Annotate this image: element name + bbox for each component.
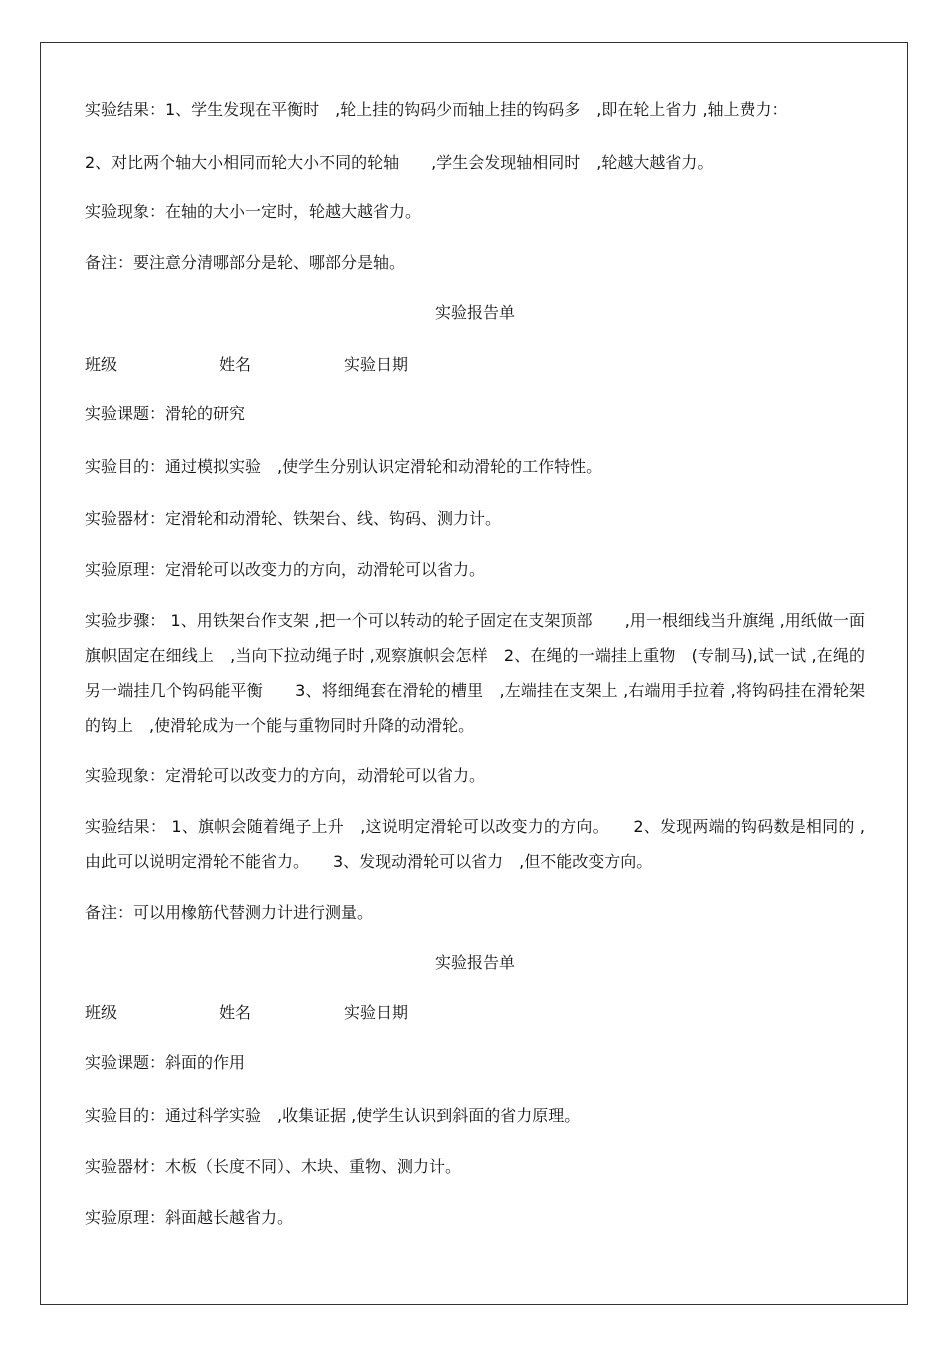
report1-result: 实验结果：1、学生发现在平衡时 ,轮上挂的钩码少而轴上挂的钩码多 ,即在轮上省力 ,轴上费力： <box>85 100 788 119</box>
class-label: 班级 <box>85 355 118 374</box>
report2-principle: 实验原理：定滑轮可以改变力的方向，动滑轮可以省力。 <box>85 560 486 579</box>
report3-topic: 实验课题：斜面的作用 <box>85 1053 246 1072</box>
class-label: 班级 <box>85 1003 118 1022</box>
report2-title: 实验报告单 <box>434 303 515 322</box>
report1-phenomenon: 实验现象：在轴的大小一定时，轮越大越省力。 <box>85 202 422 221</box>
report2-note: 备注：可以用橡筋代替测力计进行测量。 <box>85 903 374 922</box>
report1-result-2: 2、对比两个轴大小相同而轮大小不同的轮轴 ,学生会发现轴相同时 ,轮越大越省力。 <box>85 153 714 172</box>
report3-title: 实验报告单 <box>434 953 515 972</box>
report2-phenomenon: 实验现象：定滑轮可以改变力的方向，动滑轮可以省力。 <box>85 766 486 785</box>
report2-purpose: 实验目的：通过模拟实验 ,使学生分别认识定滑轮和动滑轮的工作特性。 <box>85 457 603 476</box>
report2-topic: 实验课题：滑轮的研究 <box>85 404 246 423</box>
name-label: 姓名 <box>219 355 252 374</box>
report3-principle: 实验原理：斜面越长越省力。 <box>85 1208 294 1227</box>
date-label: 实验日期 <box>344 355 409 374</box>
report3-materials: 实验器材：木板（长度不同）、木块、重物、测力计。 <box>85 1157 462 1176</box>
name-label: 姓名 <box>219 1003 252 1022</box>
date-label: 实验日期 <box>344 1003 409 1022</box>
report2-result: 实验结果： 1、旗帜会随着绳子上升 ,这说明定滑轮可以改变力的方向。 2、发现两端的钩码数是相同的 ,由此可以说明定滑轮不能省力。 3、发现动滑轮可以省力 ,但不能改变方向。 <box>85 817 865 871</box>
report3-purpose: 实验目的：通过科学实验 ,收集证据 ,使学生认识到斜面的省力原理。 <box>85 1106 581 1125</box>
report1-note: 备注：要注意分清哪部分是轮、哪部分是轴。 <box>85 253 406 272</box>
report2-materials: 实验器材：定滑轮和动滑轮、铁架台、线、钩码、测力计。 <box>85 509 502 528</box>
report2-steps: 实验步骤： 1、用铁架台作支架 ,把一个可以转动的轮子固定在支架顶部 ,用一根细线当升旗绳 ,用纸做一面旗帜固定在细线上 ,当向下拉动绳子时 ,观察旗帜会怎样 2、在绳的一端挂上重物 (专制马),试一试 ,在绳的另一端挂几个钩码能平衡 3、将细绳套在滑轮的槽里 ,左端挂在支架上 ,右端用手拉着 ,将钩码挂在滑轮架的钩上 ,使滑轮成为一个能与重物同时升降的动滑轮。 <box>85 611 865 735</box>
